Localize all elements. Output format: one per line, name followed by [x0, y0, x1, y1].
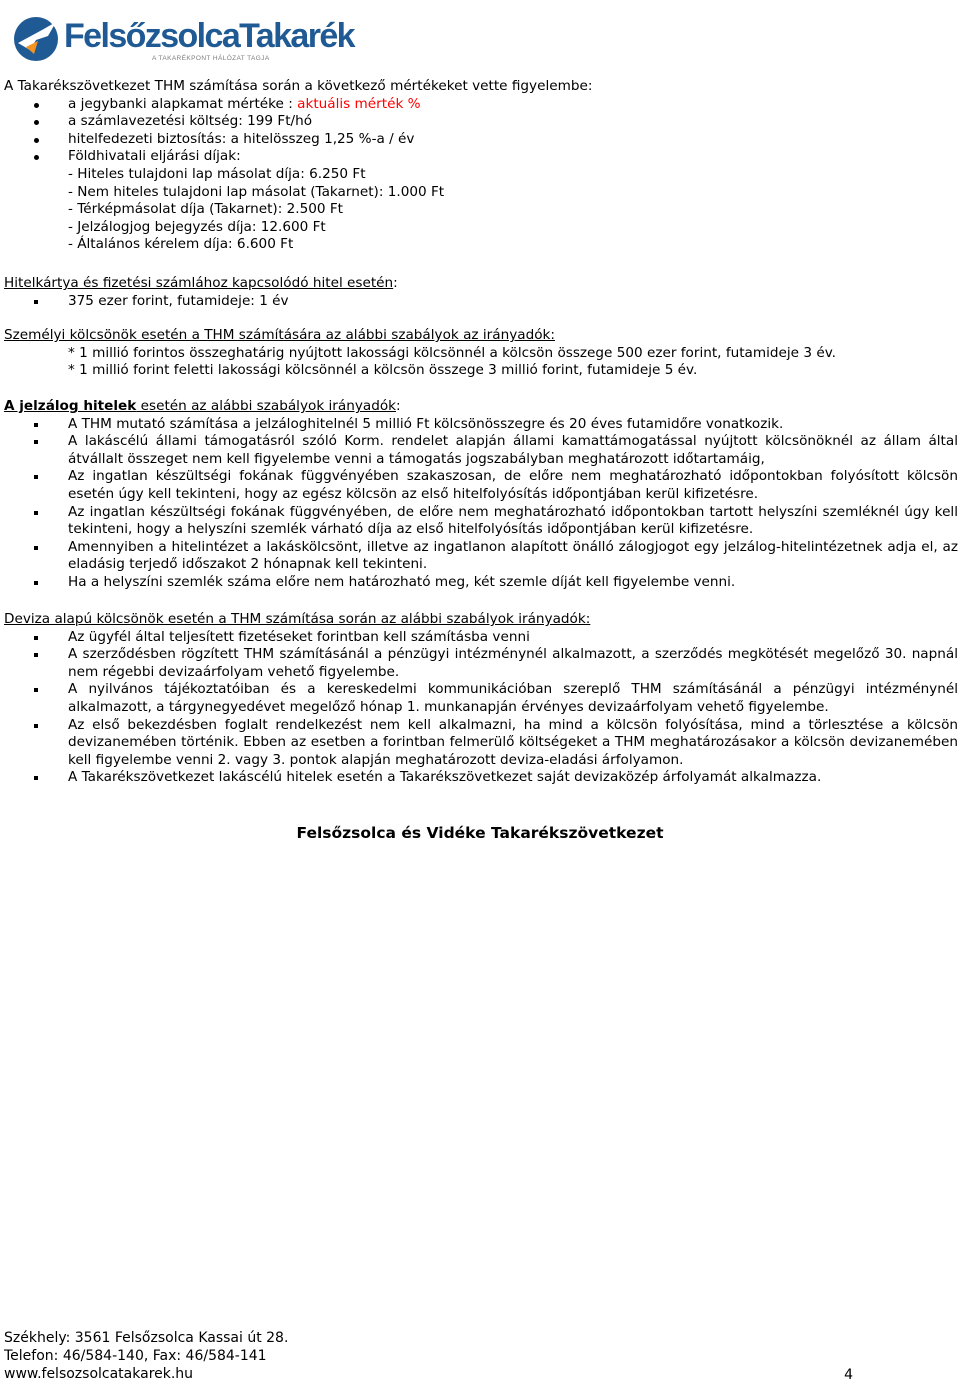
bullet-icon	[34, 511, 38, 515]
bullet-icon	[34, 636, 38, 640]
personal-loan-section	[4, 327, 958, 380]
list-item: a jegybanki alapkamat mértéke : aktuális mérték %	[4, 96, 958, 114]
mortgage-section: A jelzálog hitelek esetén az alábbi szabályok irányadók: A THM mutató számítása a jelzáloghitelnél 5 millió Ft kölcsönösszegre és 20 éves futamidőre vonatkozik. A lakáscélú állami támogatásról szóló Korm. rendelet alapján állami kamattámogatással nyújtott kölcsönöknél az állam által átvállalt összeget nem kell figyelembe venni a támogatás jogszabályban meghatározott időtartamáig, Az ingatlan készültségi fokának függvényében szakaszosan, de előre nem meghatározható időpontokban folyósított kölcsön esetén úgy kell tekinteni, hogy az egész kölcsön az első hitelfolyósítás időpontjában kerül kifizetésre. Az ingatlan készültségi fokának függvényében, de előre nem meghatározható időpontokban tartott helyszíni szemléknél úgy kell tekinteni, hogy a helyszíni szemlék várható díja az első hitelfolyósítás időpontjában kerül kifizetésre. Amennyiben a hitelintézet a lakáskölcsönt, illetve az ingatlanon alapított önálló zálogjogot egy jelzálog-hitelintézetnek adja el, az eladásig terjedő időszakot 2 hónapnak kell tekinteni. Ha a helyszíni szemlék száma előre nem határozható meg, két szemle díját kell figyelembe venni.	[4, 398, 958, 590]
bullet-icon	[34, 423, 38, 427]
bullet-icon	[34, 776, 38, 780]
list-item: Földhivatali eljárási díjak:	[4, 148, 958, 166]
logo-tagline: A TAKARÉKPONT HÁLÓZAT TAGJA	[152, 55, 270, 62]
bullet-icon	[34, 581, 38, 585]
base-rate-value: aktuális mérték %	[297, 95, 421, 112]
fee-line: - Hiteles tulajdoni lap másolat díja: 6.250 Ft	[68, 165, 366, 182]
bank-logo	[12, 10, 352, 68]
bullet-icon	[34, 546, 38, 550]
rule-line: * 1 millió forintos összeghatárig nyújtott lakossági kölcsönnél a kölcsön összege 500 ezer forint, futamideje 3 év.	[68, 344, 837, 361]
list-item: hitelfedezeti biztosítás: a hitelösszeg 1,25 %-a / év	[4, 131, 958, 149]
logo-wordmark: FelsőzsolcaTakarék	[64, 17, 354, 55]
section-heading: Hitelkártya és fizetési számlához kapcsolódó hitel esetén	[4, 275, 394, 291]
section-heading-bold: A jelzálog hitelek	[4, 398, 137, 414]
thm-intro: A Takarékszövetkezet THM számítása során a következő mértékeket vette figyelembe:	[4, 78, 593, 94]
bullet-icon	[34, 120, 39, 125]
section-heading: Deviza alapú kölcsönök esetén a THM számítása során az alábbi szabályok irányadók:	[4, 611, 591, 627]
thm-section	[4, 78, 958, 254]
currency-loan-section	[4, 611, 958, 787]
list-item: A nyilvános tájékoztatóiban és a kereskedelmi kommunikációban szereplő THM számításánál a pénzügyi intézménynél alkalmazott, a tárgynegyedévet megelőző hónap 1. munkanapján érvényes devizaárfolyam vehető figyelembe.	[4, 681, 958, 716]
footer-phone: Telefon: 46/584-140, Fax: 46/584-141	[4, 1348, 267, 1364]
page-number: 4	[844, 1367, 853, 1383]
plane-arrow-icon	[12, 10, 64, 68]
fee-line: - Jelzálogjog bejegyzés díja: 12.600 Ft	[68, 218, 326, 235]
section-heading: esetén az alábbi szabályok irányadók	[136, 398, 397, 414]
list-item: Az első bekezdésben foglalt rendelkezést nem kell alkalmazni, ha mind a kölcsön folyósítása, mind a törlesztése a kölcsön devizanemében történik. Ebben az esetben a forintban felmerülő költségeket a THM meghatározásakor a kölcsön devizanemében kell figyelembe venni 2. vagy 3. pontok alapján meghatározott deviza-eladási árfolyamon.	[4, 717, 958, 770]
bullet-icon	[34, 724, 38, 728]
rule-line: * 1 millió forint feletti lakossági kölcsönnél a kölcsön összege 3 millió forint, futamideje 5 év.	[68, 362, 698, 379]
list-item: A THM mutató számítása a jelzáloghitelnél 5 millió Ft kölcsönösszegre és 20 éves futamidőre vonatkozik.	[4, 416, 958, 434]
section-heading: Személyi kölcsönök esetén a THM számítására az alábbi szabályok az irányadók:	[4, 327, 555, 343]
fee-line: - Általános kérelem díja: 6.600 Ft	[68, 236, 294, 253]
list-item: 375 ezer forint, futamideje: 1 év	[4, 293, 958, 311]
fee-line: - Térképmásolat díja (Takarnet): 2.500 Ft	[68, 201, 344, 218]
bullet-icon	[34, 653, 38, 657]
bullet-icon	[34, 440, 38, 444]
credit-card-section: Hitelkártya és fizetési számlához kapcsolódó hitel esetén: 375 ezer forint, futamideje: 1 év	[4, 275, 958, 310]
list-item: A lakáscélú állami támogatásról szóló Korm. rendelet alapján állami kamattámogatással nyújtott kölcsönöknél az állam által átvállalt összeget nem kell figyelembe venni a támogatás jogszabályban meghatározott időtartamáig,	[4, 433, 958, 468]
list-item: A Takarékszövetkezet lakáscélú hitelek esetén a Takarékszövetkezet saját devizaközép árfolyamát alkalmazza.	[4, 769, 958, 787]
list-item: Ha a helyszíni szemlék száma előre nem határozható meg, két szemle díját kell figyelembe venni.	[4, 574, 958, 592]
list-item: Amennyiben a hitelintézet a lakáskölcsönt, illetve az ingatlanon alapított önálló zálogjogot egy jelzálog-hitelintézetnek adja el, az eladásig terjedő időszakot 2 hónapnak kell tekinteni.	[4, 539, 958, 574]
bullet-icon	[34, 103, 39, 108]
bullet-icon	[34, 475, 38, 479]
list-item: A szerződésben rögzített THM számításánál a pénzügyi intézménynél alkalmazott, a szerződés megkötését megelőző 30. napnál nem régebbi devizaárfolyam vehető figyelembe.	[4, 646, 958, 681]
footer	[4, 1329, 954, 1383]
signature-title: Felsőzsolca és Vidéke Takarékszövetkezet	[296, 824, 664, 842]
bullet-icon	[34, 688, 38, 692]
footer-website-link[interactable]: www.felsozsolcatakarek.hu	[4, 1366, 194, 1382]
list-item: Az ügyfél által teljesített fizetéseket forintban kell számításba venni	[4, 629, 958, 647]
list-item: Az ingatlan készültségi fokának függvényében, de előre nem meghatározható időpontokban tartott helyszíni szemléknél úgy kell tekinteni, hogy a helyszíni szemlék várható díja az első hitelfolyósítás időpontjában kerül kifizetésre.	[4, 504, 958, 539]
bullet-icon	[34, 155, 39, 160]
bullet-icon	[34, 138, 39, 143]
list-item: a számlavezetési költség: 199 Ft/hó	[4, 113, 958, 131]
fee-line: - Nem hiteles tulajdoni lap másolat (Takarnet): 1.000 Ft	[68, 183, 445, 200]
list-item: Az ingatlan készültségi fokának függvényében szakaszosan, de előre nem meghatározható időpontokban folyósított kölcsön esetén úgy kell tekinteni, hogy az egész kölcsön az első hitelfolyósítás időpontjában kerül kifizetésre.	[4, 468, 958, 503]
bullet-icon	[34, 300, 38, 304]
footer-address: Székhely: 3561 Felsőzsolca Kassai út 28.	[4, 1330, 289, 1346]
